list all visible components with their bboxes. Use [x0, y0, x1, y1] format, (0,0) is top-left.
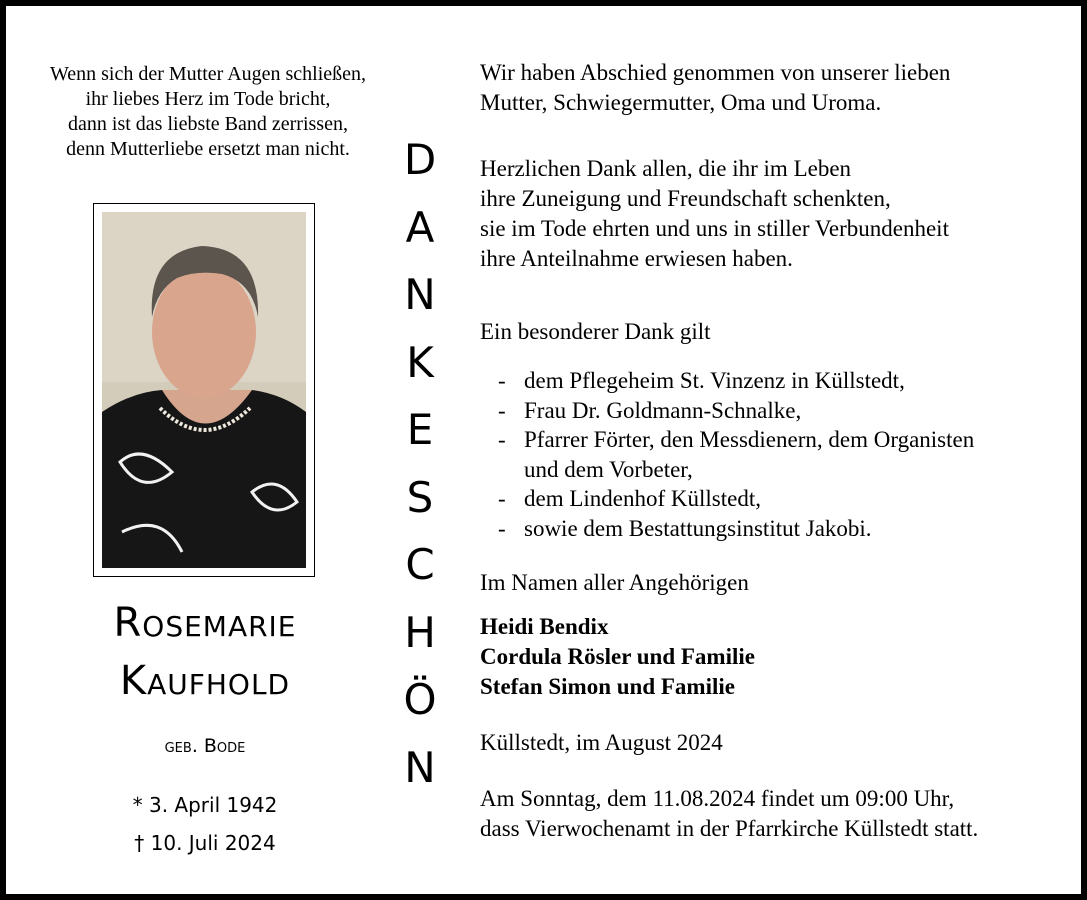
list-dash: -: [498, 368, 506, 393]
special-thanks-heading: Ein besonderer Dank gilt: [480, 319, 711, 344]
list-dash: [498, 455, 524, 485]
list-item: [498, 514, 1070, 544]
title-letter: K: [406, 337, 434, 387]
special-thanks-list: [498, 366, 1070, 543]
list-dash: -: [498, 397, 506, 423]
thanks-line: ihre Zuneigung und Freundschaft schenkten,: [480, 186, 891, 211]
list-item-text: dem Lindenhof Küllstedt,: [524, 486, 761, 511]
poem-line: Wenn sich der Mutter Augen schließen,: [49, 63, 367, 85]
title-letter: Ö: [403, 675, 437, 724]
service-line: dass Vierwochenamt in der Pfarrkirche Küllstedt statt.: [480, 816, 979, 841]
list-dash: -: [498, 427, 506, 452]
list-item: [498, 425, 1070, 455]
list-dash: -: [498, 486, 506, 511]
birth-name: geb. Bode: [164, 735, 246, 757]
list-item: [498, 455, 1070, 485]
list-item: [498, 366, 1070, 396]
list-item-text: und dem Vorbeter,: [524, 456, 693, 482]
death-date: † 10. Juli 2024: [134, 831, 276, 855]
place-date: Küllstedt, im August 2024: [480, 730, 723, 755]
portrait-illustration: [102, 212, 306, 568]
thanks-line: Herzlichen Dank allen, die ihr im Leben: [480, 156, 852, 181]
title-letter: E: [406, 405, 434, 454]
poem-line: ihr liebes Herz im Tode bricht,: [85, 88, 331, 110]
poem-line: denn Mutterliebe ersetzt man nicht.: [66, 138, 350, 160]
intro-line: Wir haben Abschied genommen von unserer lieben: [480, 60, 951, 85]
title-letter: S: [406, 472, 434, 522]
title-letter: A: [405, 202, 435, 252]
list-item-text: Pfarrer Förter, den Messdienern, dem Organisten: [524, 427, 975, 452]
relative-name: Stefan Simon und Familie: [480, 674, 735, 699]
birth-date: * 3. April 1942: [132, 793, 278, 817]
list-item: [498, 396, 1070, 426]
thanks-line: sie im Tode ehrten und uns in stiller Verbundenheit: [480, 216, 949, 241]
list-item-text: Frau Dr. Goldmann-Schnalke,: [524, 397, 802, 423]
service-line: Am Sonntag, dem 11.08.2024 findet um 09:00 Uhr,: [480, 786, 955, 811]
title-letter: N: [404, 270, 436, 319]
relative-name: Heidi Bendix: [480, 614, 609, 639]
list-item-text: sowie dem Bestattungsinstitut Jakobi.: [524, 515, 872, 541]
list-item: [498, 484, 1070, 514]
poem: [14, 62, 402, 162]
list-item-text: dem Pflegeheim St. Vinzenz in Küllstedt,: [524, 368, 905, 393]
poem-line: dann ist das liebste Band zerrissen,: [68, 113, 348, 135]
portrait-frame: [93, 203, 315, 577]
vertical-title-dankeschoen: [394, 126, 446, 801]
list-dash: -: [498, 515, 506, 541]
deceased-last-name: Kaufhold: [119, 658, 291, 704]
portrait-photo: [102, 212, 306, 568]
title-letter: D: [403, 135, 437, 184]
on-behalf-line: Im Namen aller Angehörigen: [480, 570, 749, 595]
title-letter: H: [404, 607, 436, 657]
thank-you-text: [480, 58, 1070, 844]
intro-line: Mutter, Schwiegermutter, Oma und Uroma.: [480, 90, 882, 115]
title-letter: C: [405, 540, 435, 589]
relative-name: Cordula Rösler und Familie: [480, 644, 755, 669]
thanks-line: ihre Anteilnahme erwiesen haben.: [480, 246, 793, 271]
title-letter: N: [404, 742, 436, 792]
deceased-first-name: Rosemarie: [113, 600, 297, 646]
